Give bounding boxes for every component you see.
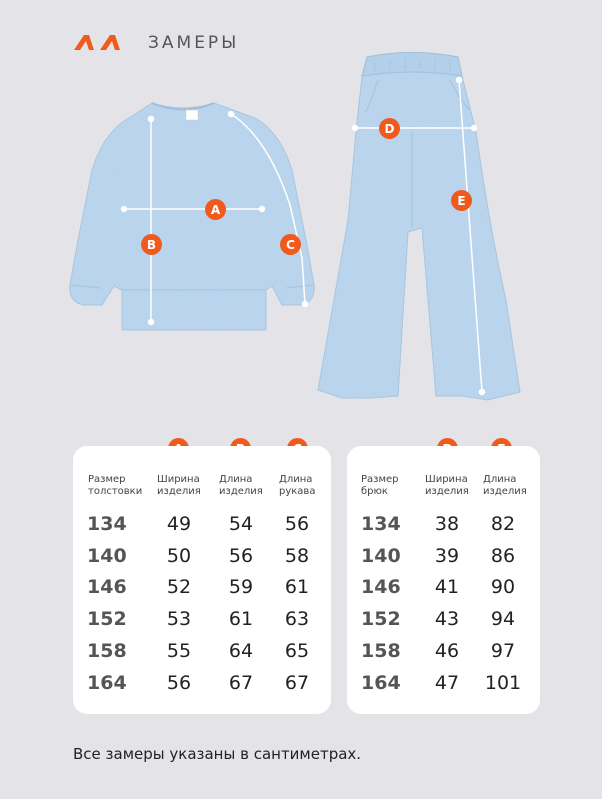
- table-cell: 49: [166, 513, 192, 535]
- table-cell: 54: [228, 513, 254, 535]
- table-cell: 97: [490, 640, 516, 662]
- table-row-size: 134: [361, 513, 401, 535]
- table-row-size: 164: [361, 672, 401, 694]
- table-row-size: 140: [87, 545, 127, 567]
- table-cell: 67: [228, 672, 254, 694]
- table-cell: 59: [228, 576, 254, 598]
- length-column-header: Длина изделия: [219, 474, 263, 497]
- page-title: ЗАМЕРЫ: [148, 33, 240, 53]
- table-cell: 65: [284, 640, 310, 662]
- table-cell: 86: [490, 545, 516, 567]
- table-cell: 56: [284, 513, 310, 535]
- table-cell: 46: [434, 640, 460, 662]
- table-cell: 64: [228, 640, 254, 662]
- marker-d-badge: D: [379, 118, 400, 139]
- table-cell: 43: [434, 608, 460, 630]
- table-row-size: 134: [87, 513, 127, 535]
- table-row-size: 146: [361, 576, 401, 598]
- table-cell: 39: [434, 545, 460, 567]
- table-cell: 67: [284, 672, 310, 694]
- table-cell: 50: [166, 545, 192, 567]
- length-column-header: Длина изделия: [483, 474, 527, 497]
- sweatshirt-icon: [70, 103, 314, 330]
- table-cell: 61: [228, 608, 254, 630]
- marker-e-badge: E: [451, 190, 472, 211]
- table-cell: 56: [166, 672, 192, 694]
- width-column-header: Ширина изделия: [425, 474, 469, 497]
- table-cell: 55: [166, 640, 192, 662]
- table-row-size: 152: [87, 608, 127, 630]
- table-cell: 63: [284, 608, 310, 630]
- table-cell: 41: [434, 576, 460, 598]
- size-column-header: Размер брюк: [361, 474, 399, 497]
- table-cell: 53: [166, 608, 192, 630]
- marker-b-badge: B: [141, 234, 162, 255]
- table-row-size: 158: [87, 640, 127, 662]
- table-row-size: 140: [361, 545, 401, 567]
- pants-size-table: [347, 446, 540, 714]
- size-column-header: Размер толстовки: [88, 474, 143, 497]
- table-cell: 82: [490, 513, 516, 535]
- table-cell: 94: [490, 608, 516, 630]
- table-row-size: 146: [87, 576, 127, 598]
- table-row-size: 164: [87, 672, 127, 694]
- table-cell: 56: [228, 545, 254, 567]
- table-cell: 52: [166, 576, 192, 598]
- units-footnote: Все замеры указаны в сантиметрах.: [73, 745, 362, 763]
- pants-icon: [318, 53, 520, 401]
- table-cell: 90: [490, 576, 516, 598]
- table-row-size: 158: [361, 640, 401, 662]
- table-cell: 61: [284, 576, 310, 598]
- table-cell: 47: [434, 672, 460, 694]
- table-cell: 101: [484, 672, 522, 694]
- table-row-size: 152: [361, 608, 401, 630]
- sweatshirt-size-table: [73, 446, 331, 714]
- marker-a-badge: A: [205, 199, 226, 220]
- table-cell: 38: [434, 513, 460, 535]
- width-column-header: Ширина изделия: [157, 474, 201, 497]
- table-cell: 58: [284, 545, 310, 567]
- sleeve-column-header: Длина рукава: [279, 474, 316, 497]
- marker-c-badge: C: [280, 234, 301, 255]
